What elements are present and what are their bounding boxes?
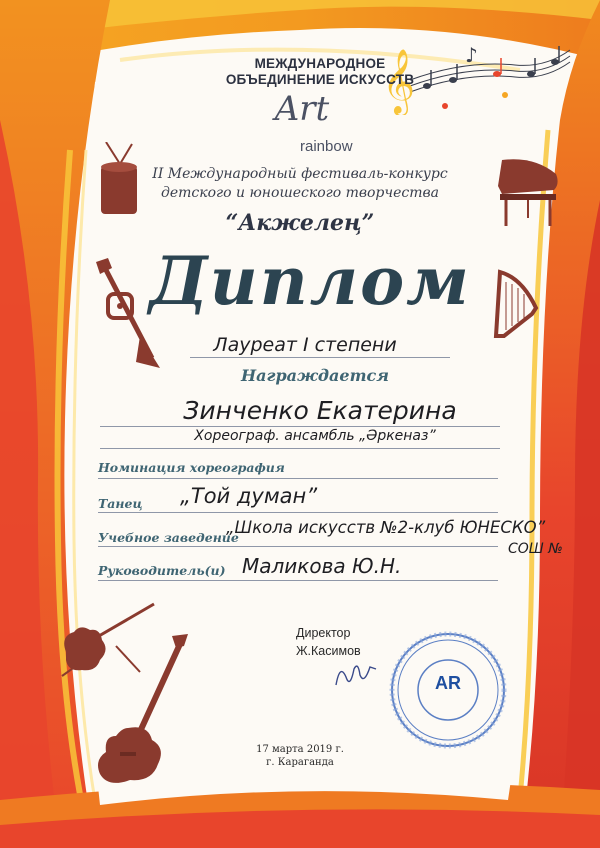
issue-date: 17 марта 2019 г.	[256, 744, 344, 755]
director-title: Директор	[296, 626, 351, 640]
dance-value: „Той думан”	[180, 484, 318, 508]
nomination-label: Номинация хореография	[98, 460, 285, 475]
director-signature	[330, 655, 380, 695]
harp-icon	[492, 268, 540, 338]
head-value: Маликова Ю.Н.	[242, 554, 402, 578]
recipient-name: Зинченко Екатерина	[183, 396, 457, 425]
issue-city: г. Караганда	[266, 757, 334, 768]
head-underline	[98, 580, 498, 581]
bass-guitar-icon	[92, 632, 202, 792]
festival-line-2: детского и юношеского творчества	[160, 185, 439, 201]
school-extra: СОШ №	[508, 541, 563, 557]
awarded-label: Награждается	[240, 366, 389, 385]
organization-name: МЕЖДУНАРОДНОЕ ОБЪЕДИНЕНИЕ ИСКУССТВ	[225, 56, 415, 87]
drum-icon	[98, 142, 140, 220]
festival-line-1: II Международный фестиваль-конкурс	[152, 166, 448, 182]
director-name: Ж.Касимов	[296, 644, 361, 658]
svg-text:𝄞: 𝄞	[382, 49, 416, 114]
logo-script: Art	[274, 89, 330, 129]
dance-underline	[98, 512, 498, 513]
stamp-code: AR	[435, 673, 461, 693]
festival-name: “Акжелең”	[225, 210, 375, 236]
dance-label: Танец	[98, 496, 143, 511]
ensemble-name: Хореограф. ансамбль „Әркеназ”	[194, 428, 436, 444]
school-label: Учебное заведение	[98, 530, 239, 545]
trumpet-icon	[92, 258, 162, 368]
recipient-underline	[100, 426, 500, 427]
grand-piano-icon	[494, 156, 562, 228]
laureate-underline	[190, 357, 450, 358]
school-value: „Школа искусств №2-клуб ЮНЕСКО”	[226, 518, 546, 537]
svg-text:♪: ♪	[465, 43, 478, 67]
laureate-degree: Лауреат I степени	[213, 334, 397, 356]
ensemble-underline	[100, 448, 500, 449]
school-underline	[98, 546, 498, 547]
head-label: Руководитель(и)	[98, 563, 226, 578]
logo-word: rainbow	[300, 138, 353, 155]
nomination-underline	[98, 478, 498, 479]
diploma-title: Диплом	[149, 242, 471, 320]
